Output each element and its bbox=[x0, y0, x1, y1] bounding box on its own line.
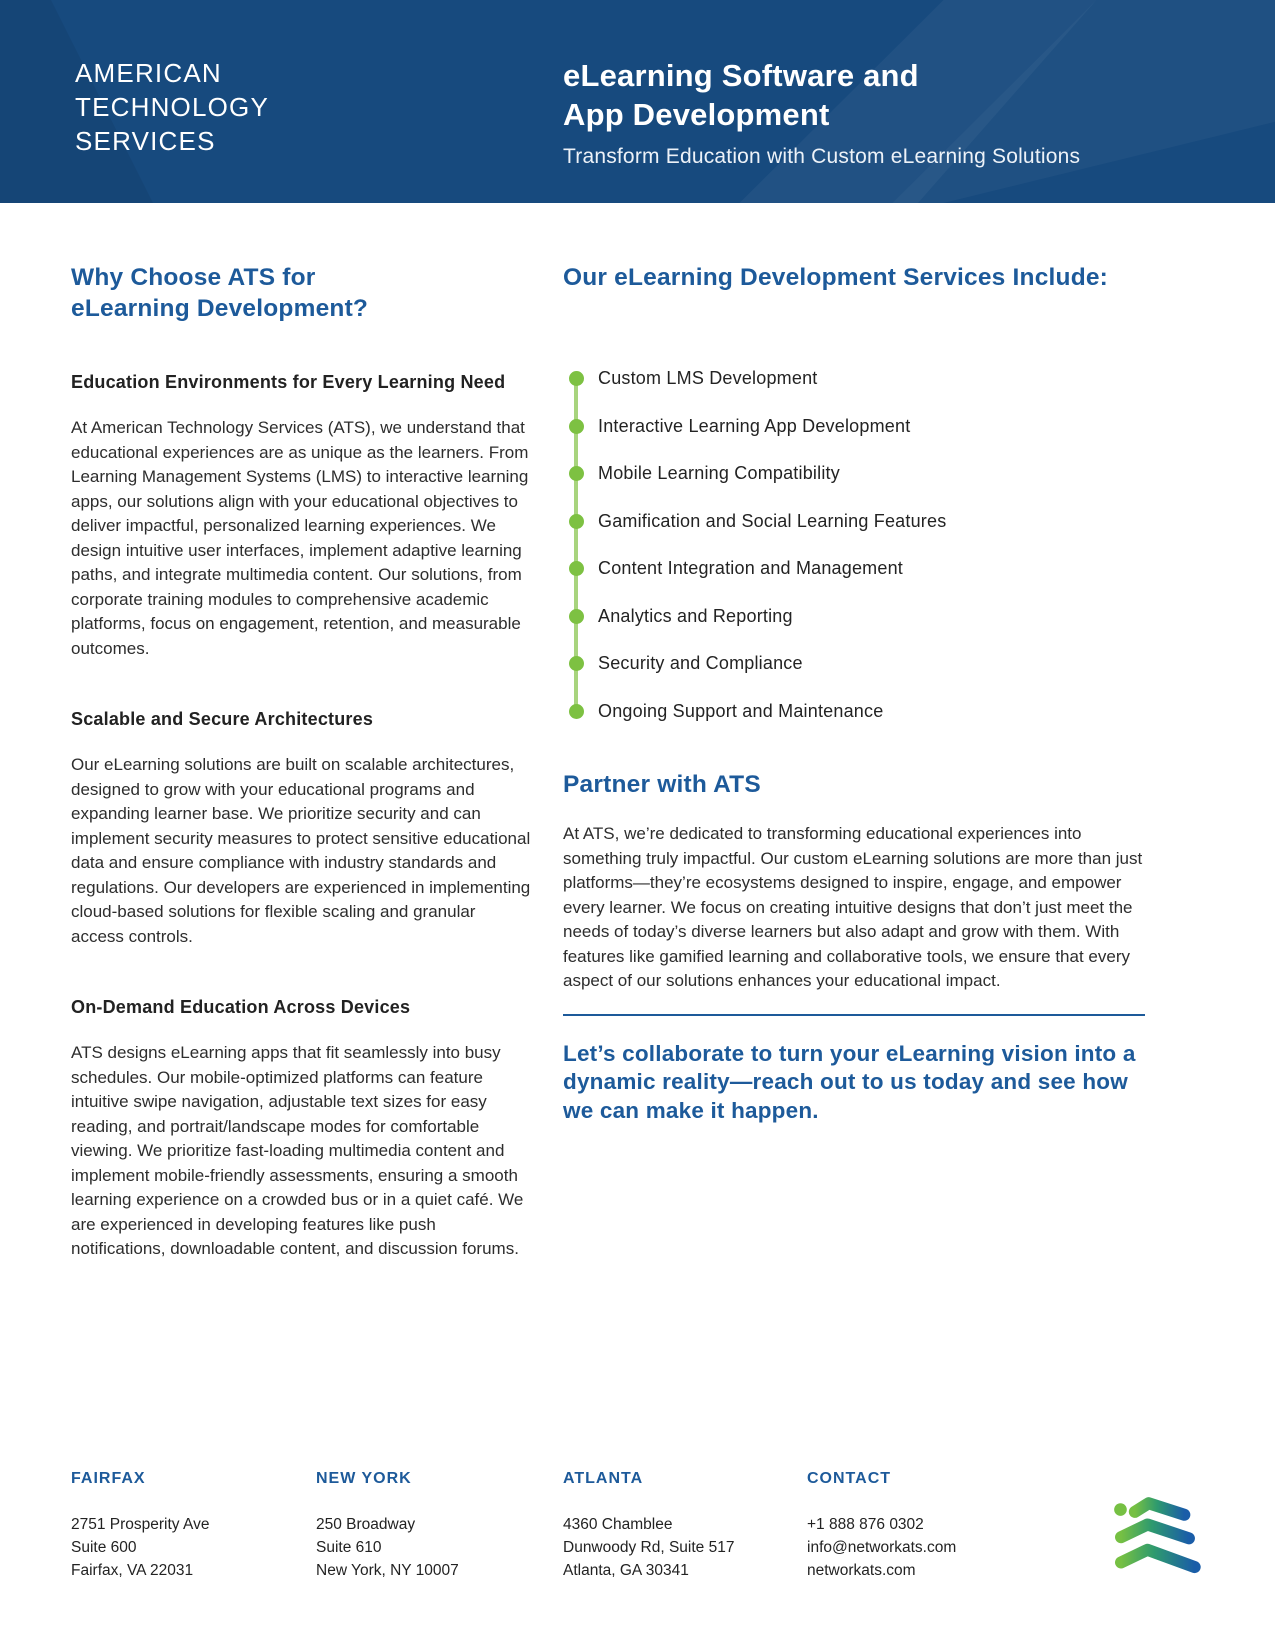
office-address bbox=[563, 1513, 793, 1582]
header-hero bbox=[563, 56, 1080, 169]
section-heading: Education Environments for Every Learning Need bbox=[71, 372, 506, 392]
bullet-dot-icon bbox=[569, 704, 584, 719]
office-name: NEW YORK bbox=[316, 1470, 412, 1487]
service-item bbox=[563, 545, 1145, 593]
service-label: Content Integration and Management bbox=[598, 558, 904, 579]
brand-line: SERVICES bbox=[75, 126, 216, 156]
section-paragraph: Our eLearning solutions are built on scalable architectures, designed to grow with your educational programs and expanding learner base. We prioritize security and can implement security measures to protect sensitive educational data and ensure compliance with industry standards and regulations. Our developers are experienced in implementing cloud-based solutions for flexible scaling and granular access controls. bbox=[71, 755, 531, 946]
office-atlanta bbox=[563, 1470, 793, 1582]
page-subtitle: Transform Education with Custom eLearning Solutions bbox=[563, 145, 1081, 168]
office-name: CONTACT bbox=[807, 1470, 892, 1487]
bullet-dot-icon bbox=[569, 561, 584, 576]
contact-website: networkats.com bbox=[807, 1562, 916, 1579]
office-line: Dunwoody Rd, Suite 517 bbox=[563, 1539, 735, 1556]
service-item bbox=[563, 355, 1145, 403]
office-address bbox=[316, 1513, 546, 1582]
section-divider bbox=[563, 1014, 1145, 1016]
left-title-line: Why Choose ATS for bbox=[71, 264, 316, 291]
section-paragraph: ATS designs eLearning apps that fit seamlessly into busy schedules. Our mobile-optimized platforms can feature intuitive swipe navigation, adjustable text sizes for easy reading, and portrait/landscape modes for comfortable viewing. We prioritize fast-loading multimedia content and implement mobile-friendly assessments, ensuring a smooth learning experience on a crowded bus or in a quiet café. We are experienced in developing features like push notifications, downloadable content, and discussion forums. bbox=[71, 1043, 524, 1258]
service-item bbox=[563, 498, 1145, 546]
service-item bbox=[563, 403, 1145, 451]
office-new-york bbox=[316, 1470, 546, 1582]
office-name: FAIRFAX bbox=[71, 1470, 146, 1487]
section-heading: On-Demand Education Across Devices bbox=[71, 997, 411, 1017]
bullet-dot-icon bbox=[569, 419, 584, 434]
contact-email: info@networkats.com bbox=[807, 1539, 957, 1556]
service-label: Security and Compliance bbox=[598, 653, 803, 674]
service-label: Mobile Learning Compatibility bbox=[598, 463, 840, 484]
service-label: Ongoing Support and Maintenance bbox=[598, 700, 884, 721]
office-fairfax bbox=[71, 1470, 301, 1582]
page-title-line: App Development bbox=[563, 97, 830, 132]
service-label: Interactive Learning App Development bbox=[598, 415, 911, 436]
page-title-line: eLearning Software and bbox=[563, 58, 919, 93]
office-line: 2751 Prosperity Ave bbox=[71, 1516, 210, 1533]
partner-heading: Partner with ATS bbox=[563, 771, 761, 798]
left-column bbox=[71, 262, 533, 1262]
services-title: Our eLearning Development Services Include: bbox=[563, 264, 1109, 291]
office-name: ATLANTA bbox=[563, 1470, 644, 1487]
left-column-title bbox=[71, 262, 533, 324]
office-line: Atlanta, GA 30341 bbox=[563, 1562, 689, 1579]
ats-logo-icon bbox=[1113, 1494, 1205, 1578]
office-line: Suite 600 bbox=[71, 1539, 137, 1556]
office-contact-details bbox=[807, 1513, 1037, 1582]
bullet-dot-icon bbox=[569, 609, 584, 624]
cta-text: Let’s collaborate to turn your eLearning vision into a dynamic reality—reach out to us today and see how we can make it happen. bbox=[563, 1040, 1136, 1123]
service-item bbox=[563, 593, 1145, 641]
service-label: Analytics and Reporting bbox=[598, 605, 793, 626]
bullet-dot-icon bbox=[569, 514, 584, 529]
brand-wordmark bbox=[75, 56, 269, 158]
bullet-dot-icon bbox=[569, 466, 584, 481]
brand-line: TECHNOLOGY bbox=[75, 92, 270, 122]
left-title-line: eLearning Development? bbox=[71, 295, 369, 322]
service-item bbox=[563, 688, 1145, 736]
footer bbox=[0, 1470, 1275, 1620]
service-label: Gamification and Social Learning Features bbox=[598, 510, 947, 531]
services-timeline bbox=[563, 355, 1145, 735]
brand-line: AMERICAN bbox=[75, 58, 222, 88]
office-line: 4360 Chamblee bbox=[563, 1516, 673, 1533]
service-item bbox=[563, 640, 1145, 688]
office-line: New York, NY 10007 bbox=[316, 1562, 459, 1579]
office-line: Fairfax, VA 22031 bbox=[71, 1562, 194, 1579]
right-column bbox=[563, 262, 1145, 1125]
page-title bbox=[563, 56, 1080, 134]
section-heading: Scalable and Secure Architectures bbox=[71, 709, 374, 729]
header-band bbox=[0, 0, 1275, 203]
contact-phone: +1 888 876 0302 bbox=[807, 1516, 924, 1533]
service-label: Custom LMS Development bbox=[598, 368, 818, 389]
office-contact bbox=[807, 1470, 1037, 1582]
office-address bbox=[71, 1513, 301, 1582]
partner-paragraph: At ATS, we’re dedicated to transforming educational experiences into something truly impactful. Our custom eLearning solutions are more than just platforms—they’re ecosystems designed to inspire, engage, and empower every learner. We focus on creating intuitive designs that don’t just meet the needs of today’s diverse learners but also adapt and grow with them. With features like gamified learning and collaborative tools, we ensure that every aspect of our solutions enhances your educational impact. bbox=[563, 824, 1143, 990]
bullet-dot-icon bbox=[569, 656, 584, 671]
section-paragraph: At American Technology Services (ATS), we understand that educational experiences are as unique as the learners. From Learning Management Systems (LMS) to interactive learning apps, our solutions align with your educational objectives to deliver impactful, personalized learning experiences. We design intuitive user interfaces, implement adaptive learning paths, and integrate multimedia content. Our solutions, from corporate training modules to comprehensive academic platforms, focus on engagement, retention, and measurable outcomes. bbox=[71, 418, 529, 658]
office-line: Suite 610 bbox=[316, 1539, 382, 1556]
service-item bbox=[563, 450, 1145, 498]
office-line: 250 Broadway bbox=[316, 1516, 416, 1533]
bullet-dot-icon bbox=[569, 371, 584, 386]
